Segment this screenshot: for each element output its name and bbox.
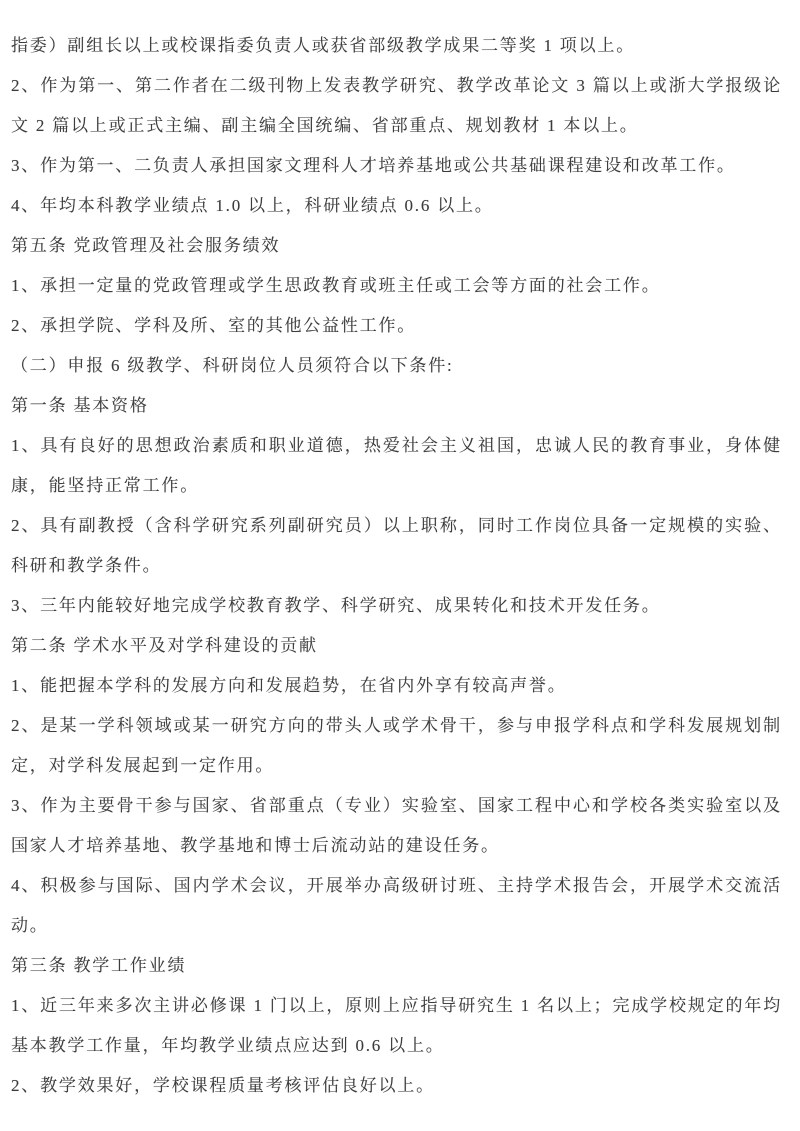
text-line: 康，能坚持正常工作。 [11, 476, 199, 495]
text-line: 动。 [11, 916, 49, 935]
text-line: 4、积极参与国际、国内学术会议，开展举办高级研讨班、主持学术报告会，开展学术交流活 [11, 876, 782, 895]
document-body [11, 26, 782, 1106]
text-line: 3、作为主要骨干参与国家、省部重点（专业）实验室、国家工程中心和学校各类实验室以及 [11, 796, 782, 815]
text-line: 1、承担一定量的党政管理或学生思政教育或班主任或工会等方面的社会工作。 [11, 276, 661, 295]
text-line: （二）申报 6 级教学、科研岗位人员须符合以下条件: [11, 356, 454, 375]
text-line: 第三条 教学工作业绩 [11, 956, 187, 975]
text-line: 1、具有良好的思想政治素质和职业道德，热爱社会主义祖国，忠诚人民的教育事业，身体健 [11, 436, 782, 455]
text-line: 定，对学科发展起到一定作用。 [11, 756, 275, 775]
text-line: 3、三年内能较好地完成学校教育教学、科学研究、成果转化和技术开发任务。 [11, 596, 661, 615]
text-line: 2、教学效果好，学校课程质量考核评估良好以上。 [11, 1076, 435, 1095]
text-line: 2、作为第一、第二作者在二级刊物上发表教学研究、教学改革论文 3 篇以上或浙大学报级论 [11, 76, 782, 95]
text-line: 第二条 学术水平及对学科建设的贡献 [11, 636, 318, 655]
text-line: 2、具有副教授（含科学研究系列副研究员）以上职称，同时工作岗位具备一定规模的实验、 [11, 516, 782, 535]
text-line: 1、能把握本学科的发展方向和发展趋势，在省内外享有较高声誉。 [11, 676, 567, 695]
text-line: 科研和教学条件。 [11, 556, 162, 575]
text-line: 2、承担学院、学科及所、室的其他公益性工作。 [11, 316, 417, 335]
text-line: 2、是某一学科领域或某一研究方向的带头人或学术骨干，参与申报学科点和学科发展规划制 [11, 716, 782, 735]
text-line: 第五条 党政管理及社会服务绩效 [11, 236, 281, 255]
text-line: 文 2 篇以上或正式主编、副主编全国统编、省部重点、规划教材 1 本以上。 [11, 116, 639, 135]
text-line: 4、年均本科教学业绩点 1.0 以上，科研业绩点 0.6 以上。 [11, 196, 494, 215]
text-line: 3、作为第一、二负责人承担国家文理科人才培养基地或公共基础课程建设和改革工作。 [11, 156, 736, 175]
text-line: 1、近三年来多次主讲必修课 1 门以上，原则上应指导研究生 1 名以上；完成学校规定的年均 [11, 996, 782, 1015]
text-line: 指委）副组长以上或校课指委负责人或获省部级教学成果二等奖 1 项以上。 [11, 36, 635, 55]
text-line: 国家人才培养基地、教学基地和博士后流动站的建设任务。 [11, 836, 500, 855]
text-line: 第一条 基本资格 [11, 396, 149, 415]
text-line: 基本教学工作量，年均教学业绩点应达到 0.6 以上。 [11, 1036, 445, 1055]
